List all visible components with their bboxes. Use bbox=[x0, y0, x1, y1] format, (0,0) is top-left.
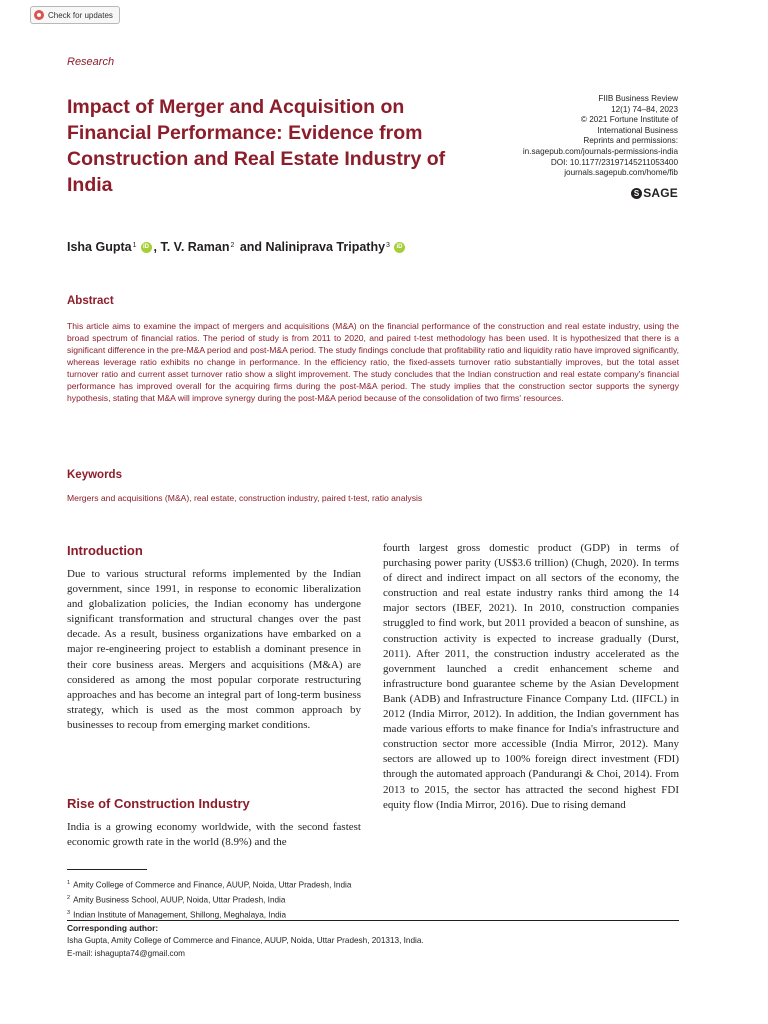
journal-home-link[interactable]: journals.sagepub.com/home/fib bbox=[564, 168, 678, 178]
orcid-icon[interactable]: iD bbox=[141, 242, 152, 253]
keywords-text: Mergers and acquisitions (M&A), real estate, construction industry, paired t-test, ratio analysis bbox=[67, 493, 423, 503]
copyright-holder: International Business bbox=[597, 125, 678, 135]
abstract-heading: Abstract bbox=[67, 295, 114, 307]
crossmark-icon bbox=[34, 10, 44, 20]
footnote-text: Amity College of Commerce and Finance, AUUP, Noida, Uttar Pradesh, India bbox=[73, 880, 352, 890]
right-column-text: fourth largest gross domestic product (GDP) in terms of purchasing power parity (US$3.6 trillion) (Chugh, 2020). In terms of direct and indirect impact on all sectors of the economy, the construction and real estate industry ranks third among the 14 major sectors (IBEF, 2021). In 2010, construction companies struggled to find work, but 2011 provided a beacon of sunshine, as construction activity is expected to increase gradually (Durst, 2011). After 2011, the construction industry accelerated as the government launched a credit enhancement scheme and infrastructure bond guarantee scheme by the Asian Development Bank (ADB) and Infrastructure Finance Company Ltd. (IIFCL) in 2012 (India Mirror, 2012). In addition, the Indian government has made various efforts to make finance for India's infrastructure and construction sector more accessible (India Mirror, 2012). Many sectors are allowed up to 100% foreign direct investment (FDI) through the automated approach (Pandurangi & Choi, 2014). From 2013 to 2015, the sector has attracted the second highest FDI equity flow (India Mirror, 2016). Due to rising demand bbox=[383, 542, 679, 811]
affiliation-footnotes bbox=[67, 877, 567, 922]
footnote-number: 1 bbox=[67, 880, 71, 886]
introduction-heading: Introduction bbox=[67, 543, 143, 558]
abstract-text: This article aims to examine the impact of mergers and acquisitions (M&A) on the financial performance of the construction and real estate industry, using the broad spectrum of financial ratios. The period of study is from 2011 to 2020, and paired t-test methodology has been used. It is hypothesized that there is a significant difference in the pre-M&A period and post-M&A period. The study findings conclude that profitability ratio and liquidity ratio have improved significantly, whereas leverage ratio exhibits no change in performance. In the efficiency ratio, the fixed-assets turnover ratio substantially improves, but the total asset turnover ratio and current asset turnover ratio show a slight improvement. The study concludes that the Indian construction and real estate company's financial performance has improved overall for the acquiring firms during the post-M&A period. The study implies that the construction sector supports the synergy hypothesis, stating that M&A will improve synergy during the post-M&A period because of the consolidation of two firms' resources. bbox=[67, 321, 679, 403]
copyright-line: © 2021 Fortune Institute of bbox=[580, 115, 678, 125]
footnote-divider bbox=[67, 869, 147, 870]
orcid-icon[interactable]: iD bbox=[394, 242, 405, 253]
author-affiliation-mark: 3 bbox=[386, 241, 390, 249]
footnote-item bbox=[67, 877, 567, 892]
sage-logo-text: SAGE bbox=[643, 186, 678, 200]
check-for-updates-badge[interactable] bbox=[30, 6, 120, 24]
corresponding-divider bbox=[67, 920, 679, 921]
journal-metadata bbox=[478, 94, 678, 179]
author-affiliation-mark: 1 bbox=[132, 241, 137, 249]
journal-volume: 12(1) 74–84, 2023 bbox=[611, 104, 678, 114]
check-for-updates-label: Check for updates bbox=[48, 10, 113, 20]
journal-name: FIIB Business Review bbox=[598, 94, 678, 103]
permissions-link[interactable]: in.sagepub.com/journals-permissions-india bbox=[522, 146, 678, 156]
footnote-number: 2 bbox=[67, 894, 71, 901]
corresponding-author-address: Isha Gupta, Amity College of Commerce and Finance, AUUP, Noida, Uttar Pradesh, 201313, India. bbox=[67, 936, 424, 945]
author-separator: , bbox=[153, 240, 161, 254]
rise-of-construction-text: India is a growing economy worldwide, with the second fastest economic growth rate in the world (8.9%) and the bbox=[67, 821, 361, 849]
corresponding-author-label: Corresponding author: bbox=[67, 923, 159, 933]
author-separator: and bbox=[236, 240, 266, 254]
author-name: T. V. Raman bbox=[160, 240, 230, 254]
author-name: Naliniprava Tripathy bbox=[265, 240, 386, 254]
article-title: Impact of Merger and Acquisition on Financial Performance: Evidence from Construction and Real Estate Industry of India bbox=[67, 96, 446, 196]
article-type-label: Research bbox=[67, 56, 115, 68]
footnote-text: Amity Business School, AUUP, Noida, Uttar Pradesh, India bbox=[73, 895, 286, 905]
doi-link[interactable]: DOI: 10.1177/23197145211053400 bbox=[550, 157, 678, 167]
footnote-text: Indian Institute of Management, Shillong, Meghalaya, India bbox=[73, 910, 287, 920]
keywords-heading: Keywords bbox=[67, 469, 122, 481]
introduction-text: Due to various structural reforms implemented by the Indian government, since 1991, in response to economic liberalization and globalization policies, the Indian economy has undergone significant transformation and structural changes over the past decade. As a result, business organizations have embarked on a major re-engineering project to establish a dominant presence in their core business areas. Mergers and acquisitions (M&A) are considered as among the most popular corporate restructuring approaches and has become an integral part of long-term business strategy, which is used as the most common approach by businesses to recoup from emerging market conditions. bbox=[67, 568, 361, 731]
author-affiliation-mark: 2 bbox=[230, 241, 235, 249]
sage-mark-icon: S bbox=[631, 188, 642, 199]
footnote-item bbox=[67, 892, 567, 907]
author-name: Isha Gupta bbox=[67, 240, 132, 254]
corresponding-author-email[interactable]: E-mail: ishagupta74@gmail.com bbox=[67, 949, 185, 958]
footnote-number: 3 bbox=[67, 909, 71, 916]
rise-of-construction-heading: Rise of Construction Industry bbox=[67, 796, 250, 811]
reprints-label: Reprints and permissions: bbox=[583, 136, 678, 146]
sage-logo bbox=[631, 186, 678, 200]
author-list bbox=[67, 240, 407, 254]
